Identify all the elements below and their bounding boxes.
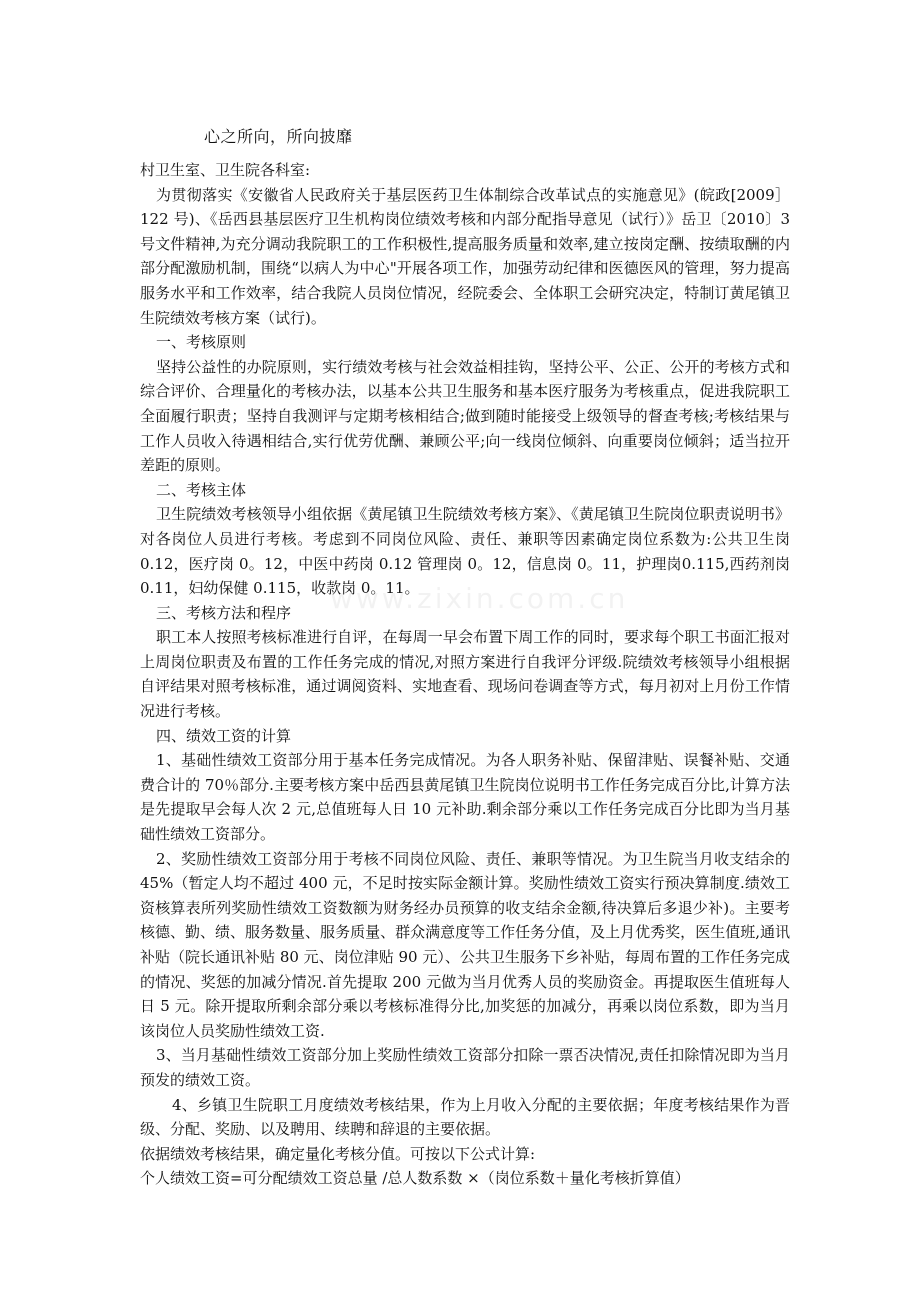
watermark: www.zixin.com.cn xyxy=(330,582,629,615)
formula-intro: 依据绩效考核结果，确定量化考核分值。可按以下公式计算: xyxy=(140,1144,536,1163)
formula: 个人绩效工资=可分配绩效工资总量 /总人数系数 ×（岗位系数＋量化考核折算值） xyxy=(140,1169,690,1188)
list-item: 4、乡镇卫生院职工月度绩效考核结果，作为上月收入分配的主要依据；年度考核结果作为晋级、分配、奖励、以及聘用、续聘和辞退的主要依据。 xyxy=(140,1095,790,1139)
section-heading: 一、考核原则 xyxy=(156,333,247,352)
list-item: 1、基础性绩效工资部分用于基本任务完成情况。为各人职务补贴、保留津贴、误餐补贴、交通费合计的 70％部分.主要考核方案中岳西县黄尾镇卫生院岗位说明书工作任务完成百分比,计算方法是先提取早会每人次 2 元,总值班每人日 10 元补助.剩余部分乘以工作任务完成百分比即为当月基础性绩效工资部分。 xyxy=(140,751,790,844)
section-heading: 二、考核主体 xyxy=(156,480,247,499)
intro-paragraph: 为贯彻落实《安徽省人民政府关于基层医药卫生体制综合改革试点的实施意见》(皖政[2009］122 号)、《岳西县基层医疗卫生机构岗位绩效考核和内部分配指导意见（试行）》岳卫〔2010〕3 号文件精神,为充分调动我院职工的工作积极性,提高服务质量和效率,建立按岗定酬、按绩取酬的内部分配激励机制，围绕“以病人为中心"开展各项工作，加强劳动纪律和医德医风的管理，努力提高服务水平和工作效率，结合我院人员岗位情况，经院委会、全体职工会研究决定，特制订黄尾镇卫生院绩效考核方案（试行)。 xyxy=(140,185,790,327)
section-heading: 三、考核方法和程序 xyxy=(156,603,292,622)
list-item: 3、当月基础性绩效工资部分加上奖励性绩效工资部分扣除一票否决情况,责任扣除情况即为当月预发的绩效工资。 xyxy=(140,1046,790,1089)
list-item: 2、奖励性绩效工资部分用于考核不同岗位风险、责任、兼职等情况。为卫生院当月收支结余的 45%（暂定人均不超过 400 元，不足时按实际金额计算。奖励性绩效工资实行预决算制度.绩效工资核算表所列奖励性绩效工资数额为财务经办员预算的收支结余金额,待决算后多退少补)。主要考核德、勤、绩、服务数量、服务质量、群众满意度等工作任务分值，及上月优秀奖，医生值班,通讯补贴（院长通讯补贴 80 元、岗位津贴 90 元）、公共卫生服务下乡补贴，每周布置的工作任务完成的情况、奖惩的加减分情况.首先提取 200 元做为当月优秀人员的奖励资金。再提取医生值班每人日 5 元。除开提取所剩余部分乘以考核标准得分比,加奖惩的加减分，再乘以岗位系数，即为当月该岗位人员奖励性绩效工资. xyxy=(140,849,790,1040)
section-paragraph: 职工本人按照考核标准进行自评，在每周一早会布置下周工作的同时，要求每个职工书面汇报对上周岗位职责及布置的工作任务完成的情况,对照方案进行自我评分评级.院绩效考核领导小组根据自评结果对照考核标准，通过调阅资料、实地查看、现场问卷调查等方式，每月初对上月份工作情况进行考核。 xyxy=(140,628,790,721)
document-body xyxy=(140,158,790,1191)
section-paragraph: 卫生院绩效考核领导小组依据《黄尾镇卫生院绩效考核方案》、《黄尾镇卫生院岗位职责说明书》对各岗位人员进行考核。考虑到不同岗位风险、责任、兼职等因素确定岗位系数为:公共卫生岗 0.12，医疗岗 0。12，中医中药岗 0.12 管理岗 0。12，信息岗 0。11，护理岗0.115,西药剂岗 0.11，妇幼保健 0.115，收款岗 0。11。 xyxy=(140,505,790,598)
salutation: 村卫生室、卫生院各科室: xyxy=(140,161,311,179)
section-heading: 四、绩效工资的计算 xyxy=(156,726,292,745)
section-paragraph: 坚持公益性的办院原则，实行绩效考核与社会效益相挂钩，坚持公平、公正、公开的考核方式和综合评价、合理量化的考核办法，以基本公共卫生服务和基本医疗服务为考核重点，促进我院职工全面履行职责；坚持自我测评与定期考核相结合;做到随时能接受上级领导的督查考核;考核结果与工作人员收入待遇相结合,实行优劳优酬、兼顾公平;向一线岗位倾斜、向重要岗位倾斜；适当拉开差距的原则。 xyxy=(140,357,790,475)
page-motto: 心之所向，所向披靡 xyxy=(204,127,353,146)
